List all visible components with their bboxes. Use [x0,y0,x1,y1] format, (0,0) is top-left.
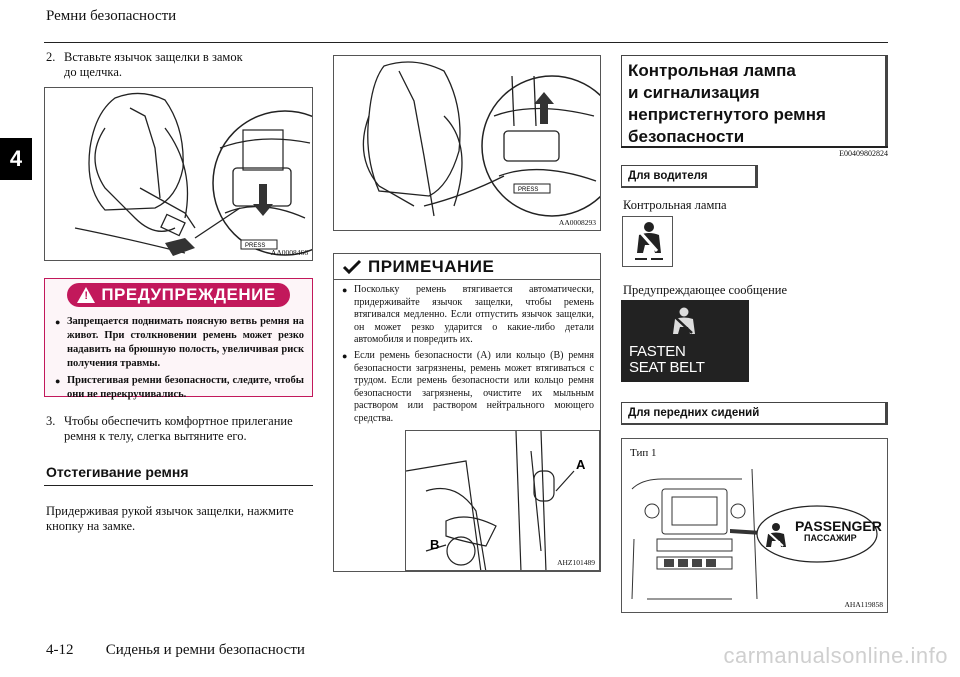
page-footer [46,642,305,659]
passenger-ru: ПАССАЖИР [804,533,857,543]
step-3-number: 3. [46,414,56,428]
section-title-line-4: безопасности [628,127,745,146]
step-3 [46,414,314,444]
note-item: ● Поскольку ремень втягивается автоматически, придерживайте язычок защелки, чтобы ремень втягивался медленно. Если отпустить язычок защелки, он может резко ударится о какие-либо детали автомобиля и повредить их. [342,284,594,347]
warning-title: ПРЕДУПРЕЖДЕНИЕ [101,285,276,304]
step-3-line-2: ремня к телу, слегка вытяните его. [64,429,247,443]
warning-box [44,278,313,400]
figure-insert-tongue [44,87,313,261]
warning-title-pill [67,283,289,307]
section-code: E00409802824 [839,149,888,158]
section-title-unfasten: Отстегивание ремня [46,464,189,480]
warning-triangle-icon: ! [77,287,95,303]
section-rule [44,485,313,486]
step-2-number: 2. [46,50,56,64]
label-b: B [430,537,440,552]
unfasten-line-2: кнопку на замке. [46,519,136,533]
checkmark-icon [342,259,362,275]
front-seats-label-box: Для передних сидений [621,402,888,425]
belt-ring-illustration [406,431,600,571]
unfasten-paragraph [46,504,314,534]
page-header-title: Ремни безопасности [46,8,177,24]
warning-item: ● Пристегивая ремни безопасности, следите, чтобы они не перекручивались. [55,374,304,402]
footer-section: Сиденья и ремни безопасности [105,642,305,658]
label-a: A [576,457,586,472]
step-2-line-2: до щелчка. [64,65,122,79]
step-2-line-1: Вставьте язычок защелки в замок [64,50,243,64]
svg-text:PRESS: PRESS [518,187,539,193]
passenger-en: PASSENGER [795,518,882,534]
note-title: ПРИМЕЧАНИЕ [368,256,495,276]
svg-text:PRESS: PRESS [245,243,266,249]
fasten-seatbelt-display [621,300,749,382]
warning-header [45,279,312,311]
warning-list [45,311,312,402]
step-3-line-1: Чтобы обеспечить комфортное прилегание [64,414,293,428]
figure-belt-ring [405,430,600,571]
note-item: ● Если ремень безопасности (A) или кольцо (B) ремня безопасности загрязнены, ремень может втягиваться с трудом. Если ремень безопасности или кольцо ремня безопасности загрязнены, очистите их мыльным раствором или раствором нейтрального моющего средства. [342,350,594,426]
figure-retract-belt [333,55,601,231]
section-title-line-1: Контрольная лампа [628,61,796,80]
retract-belt-illustration [334,56,601,231]
figure-3-code: AHZ101489 [557,558,595,567]
fasten-line-1: FASTEN [629,343,686,360]
section-title-line-2: и сигнализация [628,83,760,102]
figure-passenger-indicator [621,438,888,613]
section-title-box [621,55,888,147]
watermark[interactable]: carmanualsonline.info [723,643,948,668]
chapter-tab[interactable]: 4 [0,138,32,180]
insert-tongue-illustration [45,88,313,261]
seatbelt-warning-icon [664,306,704,342]
note-box [333,253,601,572]
seatbelt-lamp-icon [622,216,673,267]
warning-msg-label: Предупреждающее сообщение [623,283,787,297]
figure-2-code: AA0008293 [558,218,596,227]
warning-item: ● Запрещается поднимать поясную ветвь ремня на живот. При столкновении ремень может резко надавить на брюшную полость, увеличивая риск получения травмы. [55,315,304,371]
figure-1-code: AA0008466 [270,248,308,257]
section-title-line-3: непристегнутого ремня [628,105,826,124]
header-rule [44,42,888,43]
note-list [334,280,600,426]
unfasten-line-1: Придерживая рукой язычок защелки, нажмите [46,504,294,518]
type-label: Тип 1 [630,447,657,459]
section-title-rule [621,146,888,148]
figure-4-code: AHA119858 [844,600,883,609]
page-number: 4-12 [46,642,74,658]
lamp-label: Контрольная лампа [623,198,727,212]
step-2 [46,50,314,80]
note-header [334,254,600,280]
driver-label-box: Для водителя [621,165,758,188]
fasten-line-2: SEAT BELT [629,359,705,376]
